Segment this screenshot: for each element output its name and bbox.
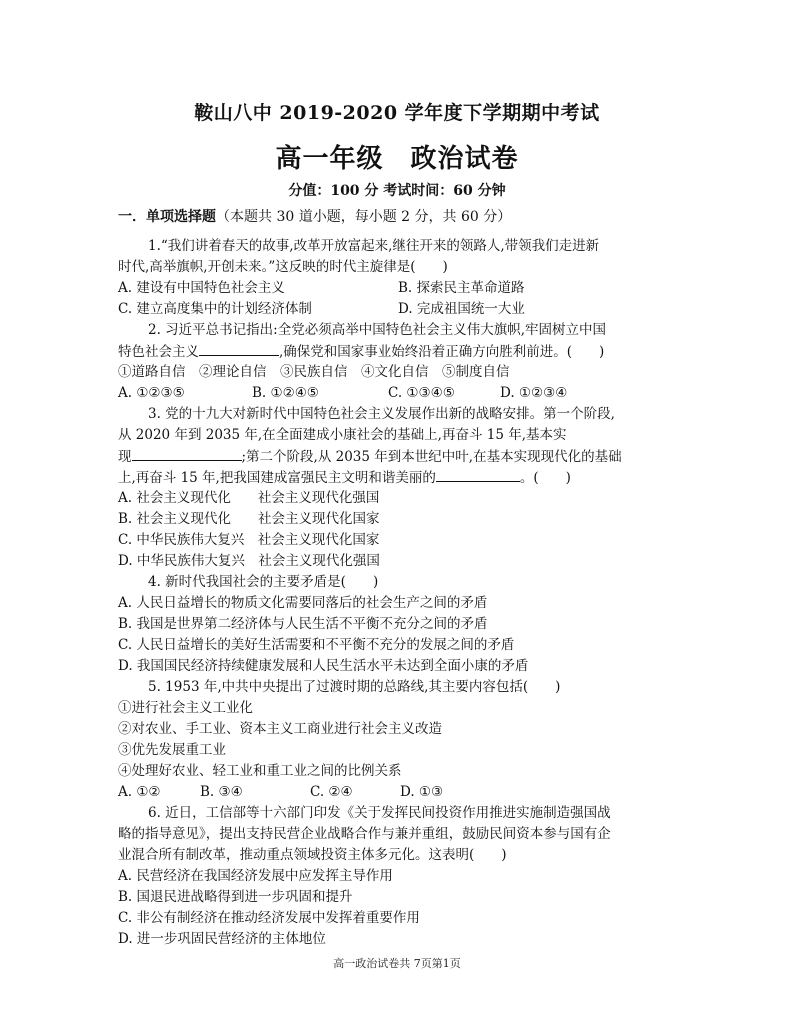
q3-option-a: A. 社会主义现代化 社会主义现代化强国 — [118, 490, 380, 506]
q5-item-4: ④处理好农业、轻工业和重工业之间的比例关系 — [118, 763, 402, 779]
q4-stem: 4. 新时代我国社会的主要矛盾是( ) — [148, 574, 379, 590]
q5-stem: 5. 1953 年,中共中央提出了过渡时期的总路线,其主要内容包括( ) — [148, 679, 561, 695]
q3-stem-line4-start: 上,再奋斗 15 年,把我国建成富强民主文明和谐美丽的 — [118, 470, 436, 486]
q3-option-d: D. 中华民族伟大复兴 社会主义现代化强国 — [118, 553, 380, 569]
section-heading — [118, 206, 511, 226]
exam-title: 鞍山八中 2019-2020 学年度下学期期中考试 — [194, 102, 600, 124]
q2-option-c: C. ①③④⑤ — [388, 385, 455, 401]
page-footer: 高一政治试卷共 7页第1页 — [333, 957, 461, 970]
q2-blank — [199, 341, 279, 356]
q4-option-d: D. 我国国民经济持续健康发展和人民生活水平未达到全面小康的矛盾 — [118, 658, 529, 674]
q2-stem-line2 — [118, 341, 604, 362]
q6-stem-line2: 略的指导意见》，提出支持民营企业战略合作与兼并重组，鼓励民间资本参与国有企 — [118, 826, 611, 842]
q3-blank-2 — [436, 467, 520, 482]
q3-stem-line3 — [118, 446, 622, 467]
q2-stem-line2-start: 特色社会主义 — [118, 344, 199, 360]
q5-option-d: D. ①③ — [400, 784, 444, 800]
q6-stem-line1: 6. 近日，工信部等十六部门印发《关于发挥民间投资作用推进实施制造强国战 — [148, 805, 611, 821]
q5-item-2: ②对农业、手工业、资本主义工商业进行社会主义改造 — [118, 721, 442, 737]
q2-stem-line2-end: ,确保党和国家事业始终沿着正确方向胜利前进。( ) — [279, 344, 605, 360]
q2-stem-line1: 2. 习近平总书记指出:全党必须高举中国特色社会主义伟大旗帜,牢固树立中国 — [148, 322, 607, 338]
q6-stem-line3: 业混合所有制改革，推动重点领域投资主体多元化。这表明( ) — [118, 847, 507, 863]
q5-item-3: ③优先发展重工业 — [118, 742, 226, 758]
section-note: （本题共 30 道小题，每小题 2 分，共 60 分） — [216, 209, 512, 225]
q3-stem-line4-end: 。( ) — [519, 470, 571, 486]
q3-option-b: B. 社会主义现代化 社会主义现代化国家 — [118, 511, 380, 527]
q1-option-a: A. 建设有中国特色社会主义 — [118, 280, 285, 296]
q3-option-c: C. 中华民族伟大复兴 社会主义现代化国家 — [118, 532, 380, 548]
q4-option-b: B. 我国是世界第二经济体与人民生活不平衡不充分之间的矛盾 — [118, 616, 488, 632]
q3-stem-line1: 3. 党的十九大对新时代中国特色社会主义发展作出新的战略安排。第一个阶段, — [148, 406, 615, 422]
q6-option-a: A. 民营经济在我国经济发展中应发挥主导作用 — [118, 868, 393, 884]
q2-option-a: A. ①②③⑤ — [118, 385, 185, 401]
q5-option-b: B. ③④ — [200, 784, 243, 800]
section-title: 一．单项选择题 — [118, 209, 216, 225]
q2-option-d: D. ①②③④ — [500, 385, 568, 401]
q1-stem-line1: 1.“我们讲着春天的故事,改革开放富起来,继往开来的领路人,带领我们走进新 — [148, 238, 600, 254]
exam-meta: 分值：100 分 考试时间：60 分钟 — [288, 183, 506, 199]
q4-option-a: A. 人民日益增长的物质文化需要同落后的社会生产之间的矛盾 — [118, 595, 488, 611]
q2-option-b: B. ①②④⑤ — [252, 385, 319, 401]
q3-stem-line3-end: ;第二个阶段,从 2035 年到本世纪中叶,在基本实现现代化的基础 — [241, 449, 622, 465]
q1-option-b: B. 探索民主革命道路 — [398, 280, 525, 296]
q2-choices-line: ①道路自信 ②理论自信 ③民族自信 ④文化自信 ⑤制度自信 — [118, 364, 510, 380]
q5-option-a: A. ①② — [118, 784, 161, 800]
q3-stem-line4 — [118, 467, 571, 488]
q1-stem-line2: 时代,高举旗帜,开创未来。”这反映的时代主旋律是( ) — [118, 259, 448, 275]
q5-item-1: ①进行社会主义工业化 — [118, 700, 253, 716]
q5-option-c: C. ②④ — [310, 784, 353, 800]
q6-option-d: D. 进一步巩固民营经济的主体地位 — [118, 931, 326, 947]
q3-blank-1 — [132, 446, 242, 461]
q3-stem-line3-start: 现 — [118, 449, 132, 465]
q3-stem-line2: 从 2020 年到 2035 年,在全面建成小康社会的基础上,再奋斗 15 年,基本实 — [118, 427, 567, 443]
exam-subtitle: 高一年级 政治试卷 — [275, 144, 519, 174]
q1-option-d: D. 完成祖国统一大业 — [398, 301, 525, 317]
q6-option-b: B. 国退民进战略得到进一步巩固和提升 — [118, 889, 353, 905]
q1-option-c: C. 建立高度集中的计划经济体制 — [118, 301, 312, 317]
q6-option-c: C. 非公有制经济在推动经济发展中发挥着重要作用 — [118, 910, 420, 926]
q4-option-c: C. 人民日益增长的美好生活需要和不平衡不充分的发展之间的矛盾 — [118, 637, 515, 653]
